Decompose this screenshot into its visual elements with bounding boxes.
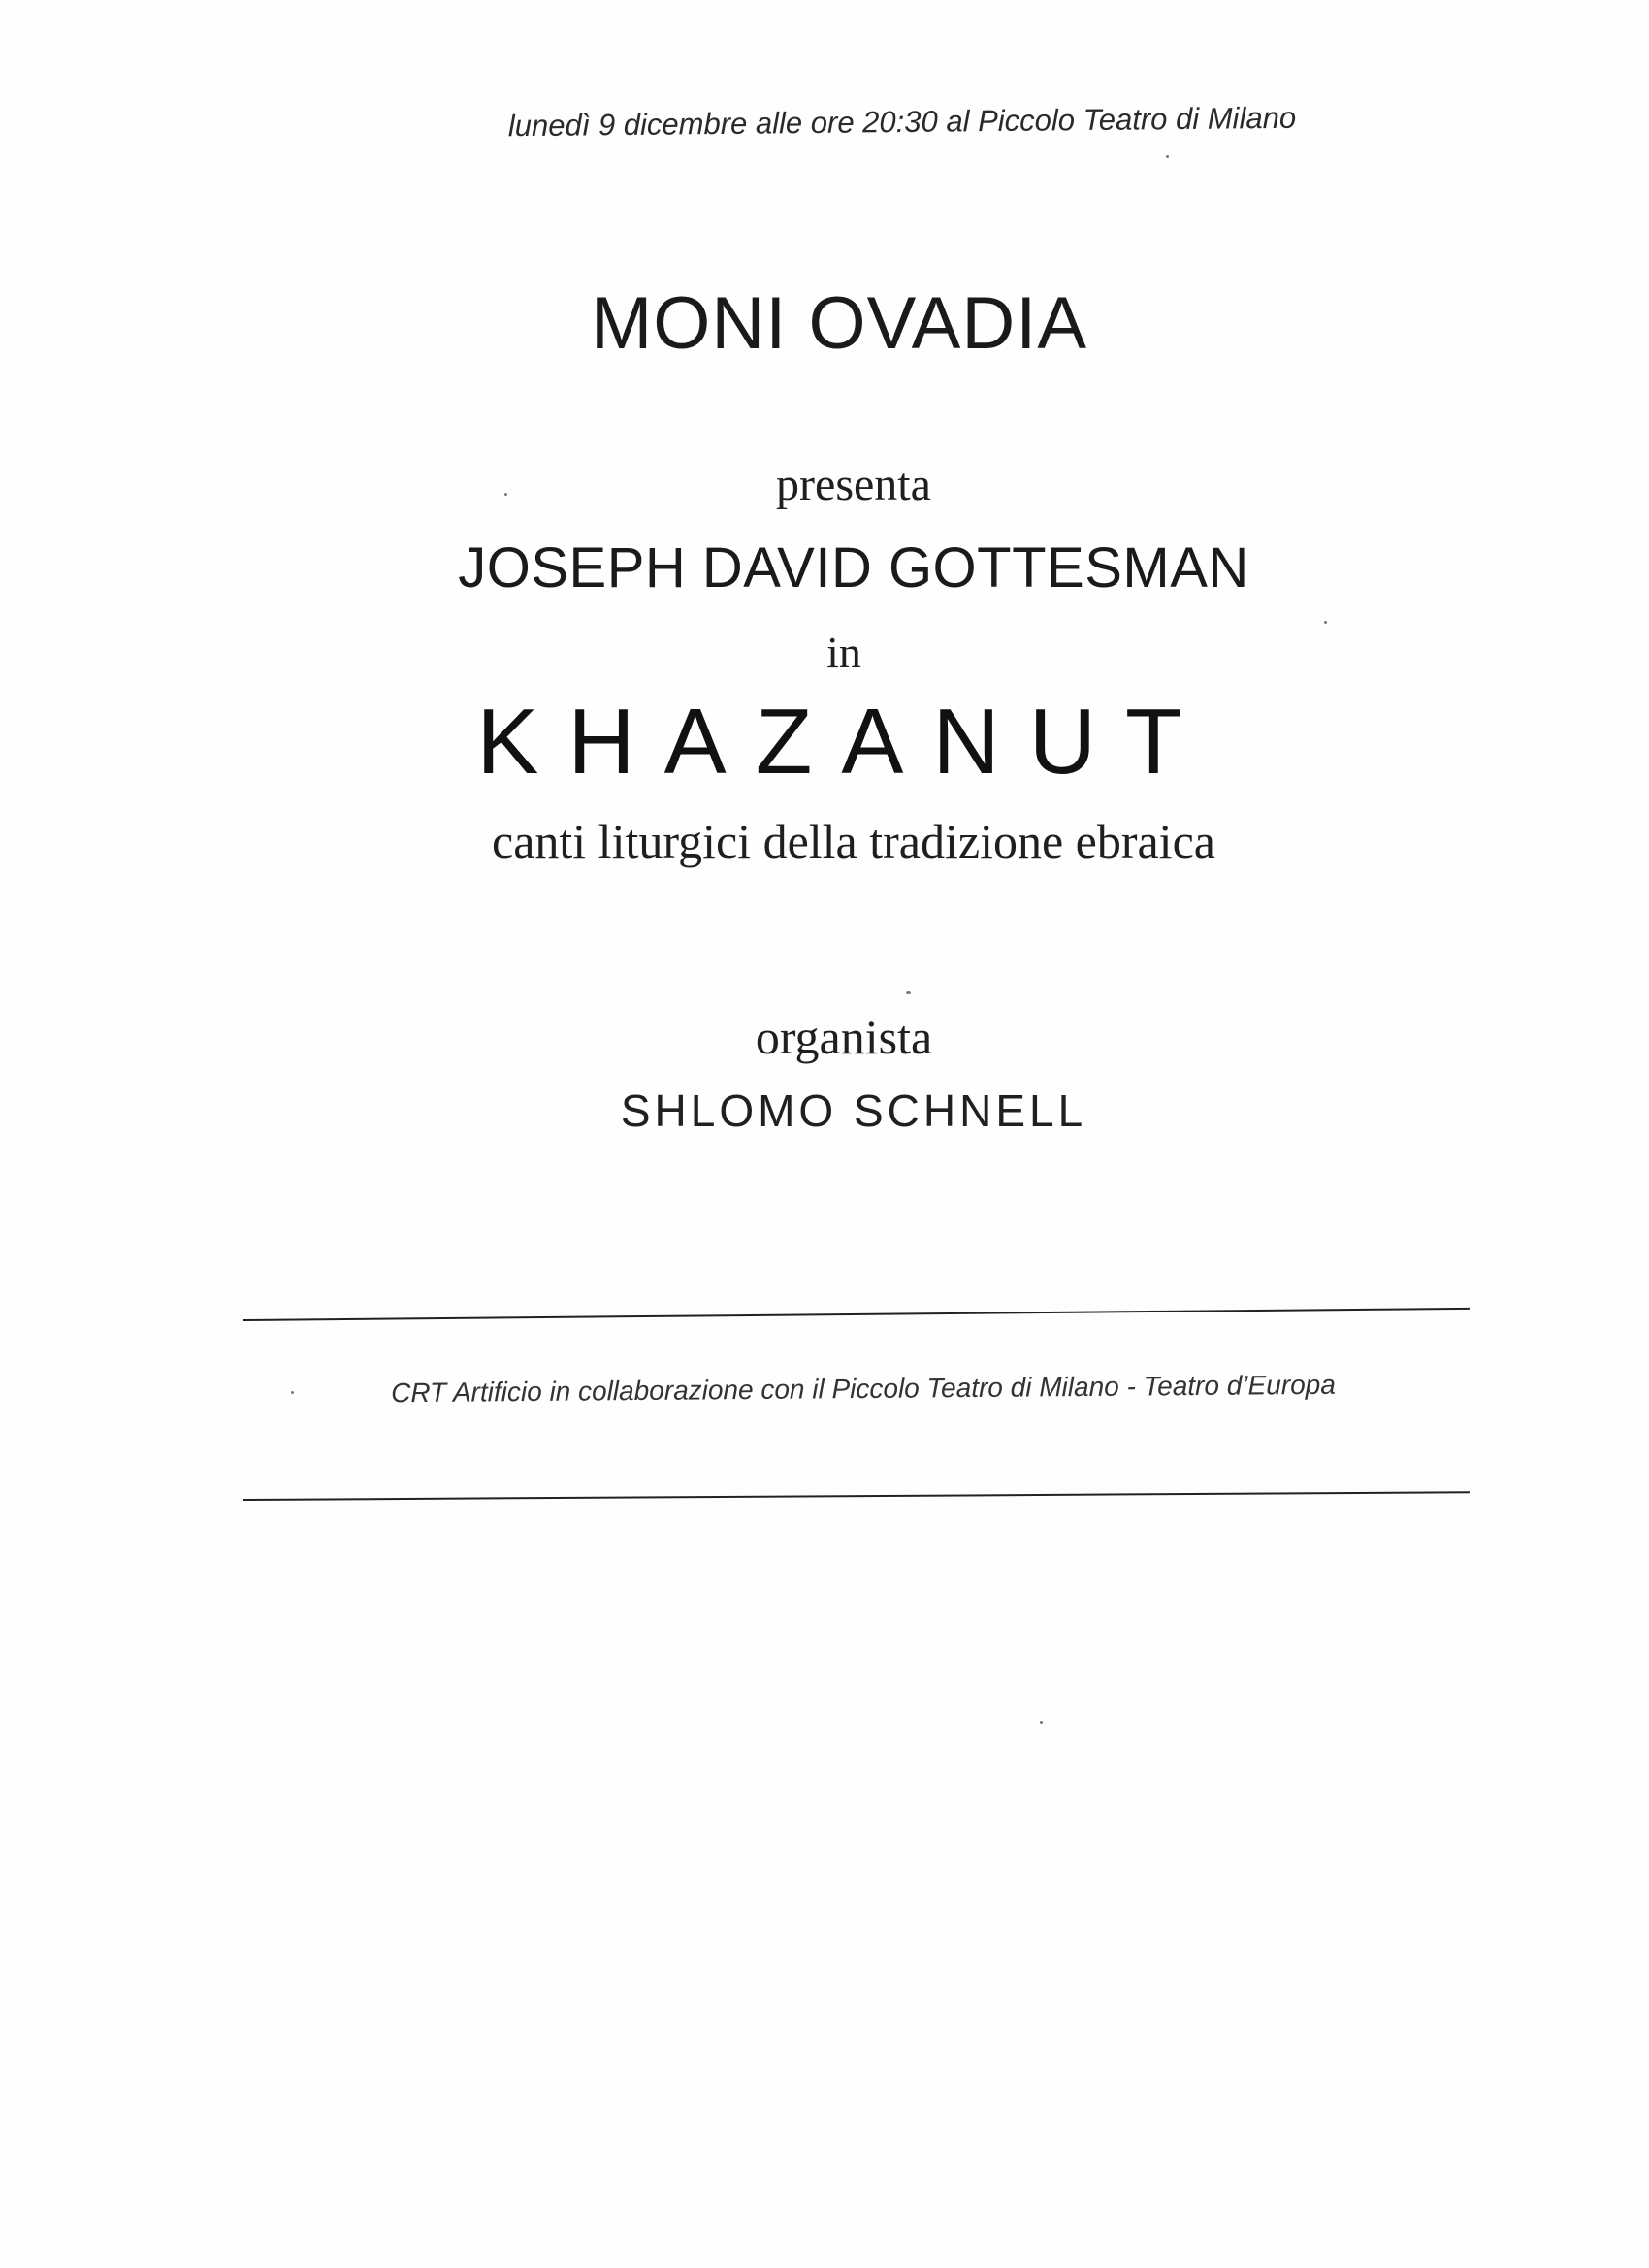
- presenter-name: MONI OVADIA: [590, 282, 1088, 365]
- production-credit: CRT Artificio in collaborazione con il Piccolo Teatro di Milano - Teatro d’Europa: [391, 1369, 1336, 1409]
- scan-speck: [291, 1391, 294, 1394]
- divider-bottom: [242, 1491, 1470, 1501]
- divider-top: [242, 1308, 1470, 1321]
- organist-name: SHLOMO SCHNELL: [620, 1085, 1087, 1136]
- scan-speck: [1166, 155, 1169, 158]
- in-label: in: [826, 628, 861, 677]
- organist-role-label: organista: [755, 1010, 933, 1064]
- scan-speck: [504, 493, 507, 496]
- scan-speck: [1324, 621, 1327, 624]
- concert-title: KHAZANUT: [476, 690, 1212, 794]
- presenta-label: presenta: [776, 459, 931, 510]
- event-date-line: lunedì 9 dicembre alle ore 20:30 al Piccolo Teatro di Milano: [507, 100, 1297, 144]
- concert-subtitle: canti liturgici della tradizione ebraica: [492, 814, 1215, 868]
- performer-name: JOSEPH DAVID GOTTESMAN: [458, 536, 1249, 599]
- scan-speck: [1040, 1721, 1043, 1724]
- scan-speck: [906, 991, 911, 994]
